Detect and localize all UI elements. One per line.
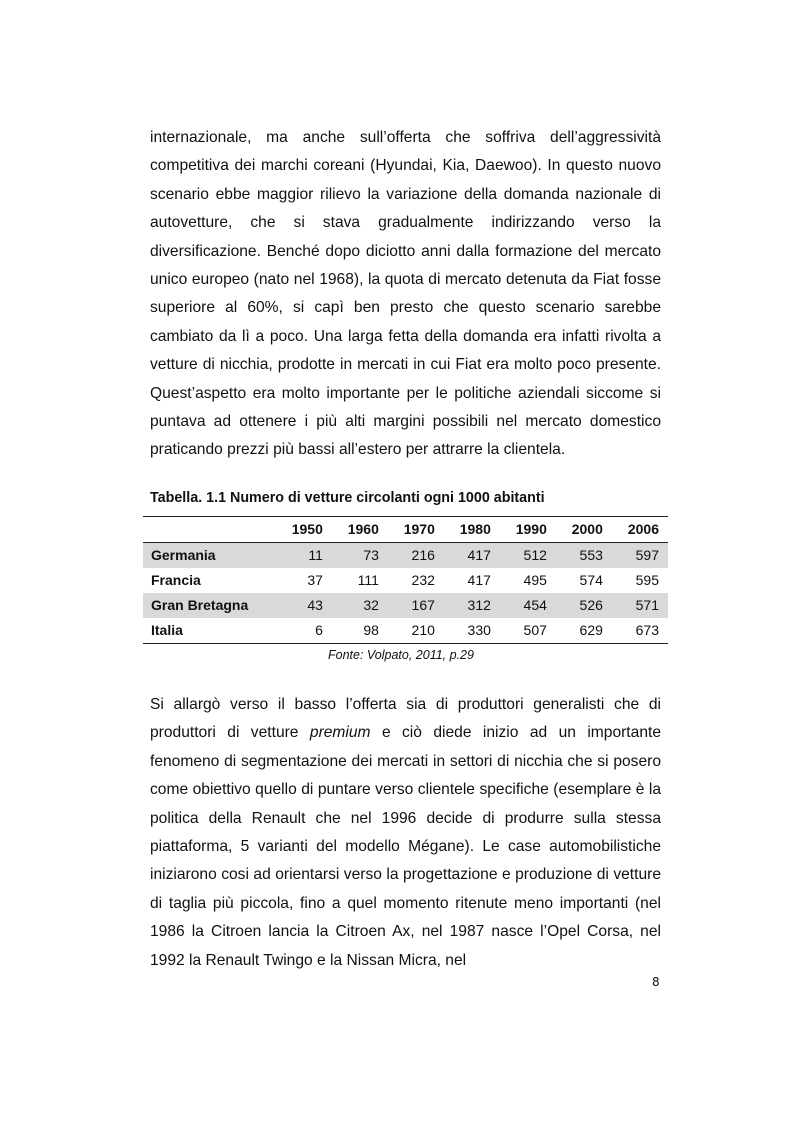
- table-header-row: [143, 517, 668, 543]
- value-cell: 216: [388, 543, 444, 569]
- value-cell: 553: [556, 543, 612, 569]
- value-cell: 232: [411, 572, 435, 588]
- value-cell: 210: [388, 618, 444, 644]
- value-cell: 454: [500, 593, 556, 618]
- emphasized-term: premium: [309, 724, 371, 742]
- value-cell: 417: [444, 543, 500, 569]
- paragraph-text: e ciò diede inizio ad un importante fenomeno di segmentazione dei mercati in settori di nicchia che si posero come obiettivo quello di puntare verso clientele specifiche (esemplare è la politica della Renault che nel 1996 decide di produrre sulla stessa piattaforma, 5 varianti del modello Mégane). Le case automobilistiche iniziarono cosi ad orientarsi verso la progettazione e produzione di vetture di taglia più piccola, fino a quel momento ritenute meno importanti (nel 1986 la Citroen lancia la Citroen Ax, nel 1987 nasce l’Opel Corsa, nel 1992 la Renault Twingo e la Nissan Micra, nel: [150, 724, 661, 969]
- header-year: 1970: [388, 517, 444, 543]
- table-row: [143, 543, 668, 569]
- value-cell: 629: [556, 618, 612, 644]
- value-cell: 6: [276, 618, 332, 644]
- value-cell: 37: [307, 572, 323, 588]
- table-source-note: Fonte: Volpato, 2011, p.29: [328, 648, 474, 662]
- table-row: [143, 618, 668, 644]
- header-year: 1960: [332, 517, 388, 543]
- value-cell: 597: [612, 543, 668, 569]
- header-corner-cell: [143, 517, 276, 543]
- value-cell: 526: [556, 593, 612, 618]
- header-year: 1950: [276, 517, 332, 543]
- body-paragraph-1: internazionale, ma anche sull’offerta che soffriva dell’aggressività competitiva dei marchi coreani (Hyundai, Kia, Daewoo). In questo nuovo scenario ebbe maggior rilievo la variazione della domanda nazionale di autovetture, che si stava gradualmente indirizzando verso la diversificazione. Benché dopo diciotto anni dalla formazione del mercato unico europeo (nato nel 1968), la quota di mercato detenuta da Fiat fosse superiore al 60%, si capì ben presto che questo scenario sarebbe cambiato da lì a poco. Una larga fetta della domanda era infatti rivolta a vetture di nicchia, prodotte in mercati in cui Fiat era molto poco presente. Quest’aspetto era molto importante per le politiche aziendali siccome si puntava ad ottenere i più alti margini possibili nel mercato domestico praticando prezzi più bassi all’estero per attrarre la clientela.: [150, 129, 661, 459]
- table-row: [143, 568, 668, 593]
- value-cell: 11: [276, 543, 332, 569]
- value-cell: 417: [467, 572, 491, 588]
- value-cell: 43: [276, 593, 332, 618]
- table-row: [143, 593, 668, 618]
- header-year: 2006: [612, 517, 668, 543]
- value-cell: 32: [332, 593, 388, 618]
- value-cell: 98: [332, 618, 388, 644]
- value-cell: 512: [500, 543, 556, 569]
- value-cell: 111: [357, 572, 379, 588]
- header-year: 1980: [444, 517, 500, 543]
- value-cell: 574: [579, 572, 603, 588]
- table-caption: Tabella. 1.1 Numero di vetture circolanti ogni 1000 abitanti: [150, 490, 545, 506]
- value-cell: 73: [332, 543, 388, 569]
- body-paragraph-2: [150, 691, 661, 975]
- value-cell: 330: [444, 618, 500, 644]
- value-cell: 312: [444, 593, 500, 618]
- value-cell: 507: [500, 618, 556, 644]
- vehicles-per-1000-table: [143, 516, 668, 644]
- country-cell: Germania: [143, 543, 276, 569]
- value-cell: 595: [635, 572, 659, 588]
- paragraph-text: Si allargò verso il basso l’offerta sia di produttori generalisti che di produttori di vetture: [150, 696, 661, 742]
- value-cell: 673: [612, 618, 668, 644]
- value-cell: 167: [388, 593, 444, 618]
- country-cell: Gran Bretagna: [143, 593, 276, 618]
- header-year: 2000: [556, 517, 612, 543]
- page-number: 8: [652, 975, 660, 989]
- value-cell: 571: [612, 593, 668, 618]
- country-cell: Italia: [143, 618, 276, 644]
- value-cell: 495: [523, 572, 547, 588]
- country-cell: Francia: [151, 572, 201, 588]
- header-year: 1990: [500, 517, 556, 543]
